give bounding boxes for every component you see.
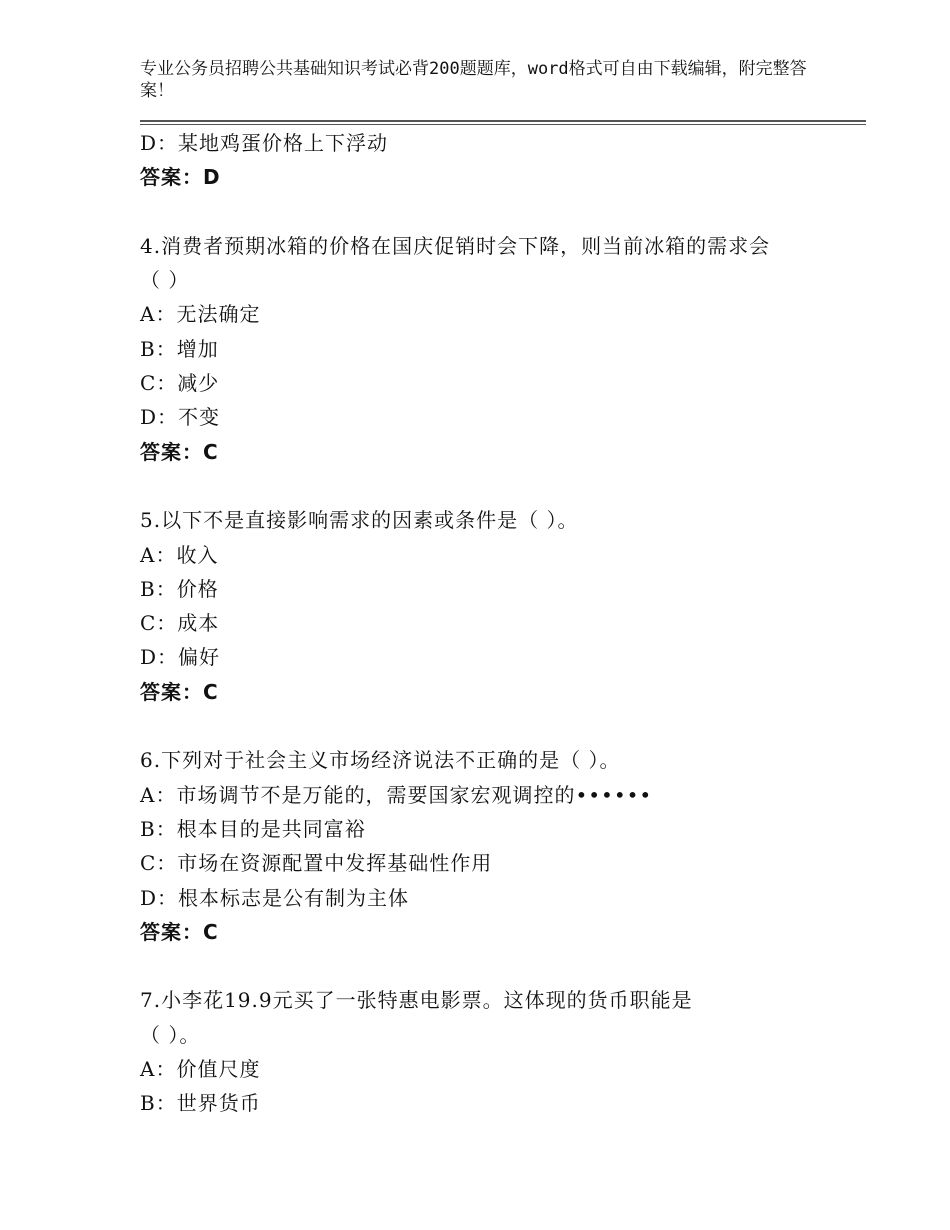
answer-label: 答案：D	[140, 165, 221, 190]
spacer	[140, 949, 840, 983]
option-a: A：无法确定	[140, 302, 261, 327]
option-b: B：世界货币	[140, 1091, 261, 1116]
option-b: B：增加	[140, 336, 219, 361]
question-3-tail	[140, 126, 840, 195]
spacer	[140, 195, 840, 229]
option-d: D：偏好	[140, 645, 221, 670]
answer-label: 答案：C	[140, 679, 219, 704]
option-a: A：市场调节不是万能的，需要国家宏观调控的••••••	[140, 782, 653, 807]
option-c: C：减少	[140, 371, 220, 396]
option-d: D：根本标志是公有制为主体	[140, 885, 410, 910]
question-stem: 4.消费者预期冰箱的价格在国庆促销时会下降，则当前冰箱的需求会	[140, 233, 771, 258]
answer-label: 答案：C	[140, 919, 219, 944]
question-stem: 7.小李花19.9元买了一张特惠电影票。这体现的货币职能是	[140, 988, 693, 1013]
question-stem: 5.以下不是直接影响需求的因素或条件是（ ）。	[140, 508, 579, 533]
option-a: A：价值尺度	[140, 1057, 261, 1082]
spacer	[140, 469, 840, 503]
option-d: D：不变	[140, 405, 221, 430]
question-5	[140, 503, 840, 709]
option-b: B：价格	[140, 576, 219, 601]
header-rule-top	[140, 120, 866, 122]
spacer	[140, 709, 840, 743]
option-a: A：收入	[140, 542, 219, 567]
answer-label: 答案：C	[140, 439, 219, 464]
option-c: C：成本	[140, 611, 220, 636]
page-header: 专业公务员招聘公共基础知识考试必背200题题库，word格式可自由下载编辑，附完整答案！	[140, 59, 807, 101]
header-rule-bottom	[140, 124, 866, 125]
question-7	[140, 983, 840, 1120]
question-stem: 6.下列对于社会主义市场经济说法不正确的是（ ）。	[140, 748, 621, 773]
question-4	[140, 229, 840, 469]
question-list	[140, 126, 840, 1121]
option-b: B：根本目的是共同富裕	[140, 816, 366, 841]
question-6	[140, 743, 840, 949]
option-d: D：某地鸡蛋价格上下浮动	[140, 131, 389, 155]
question-blank: （ ）	[140, 268, 190, 293]
option-c: C：市场在资源配置中发挥基础性作用	[140, 851, 493, 876]
question-blank: （ ）。	[140, 1022, 201, 1047]
